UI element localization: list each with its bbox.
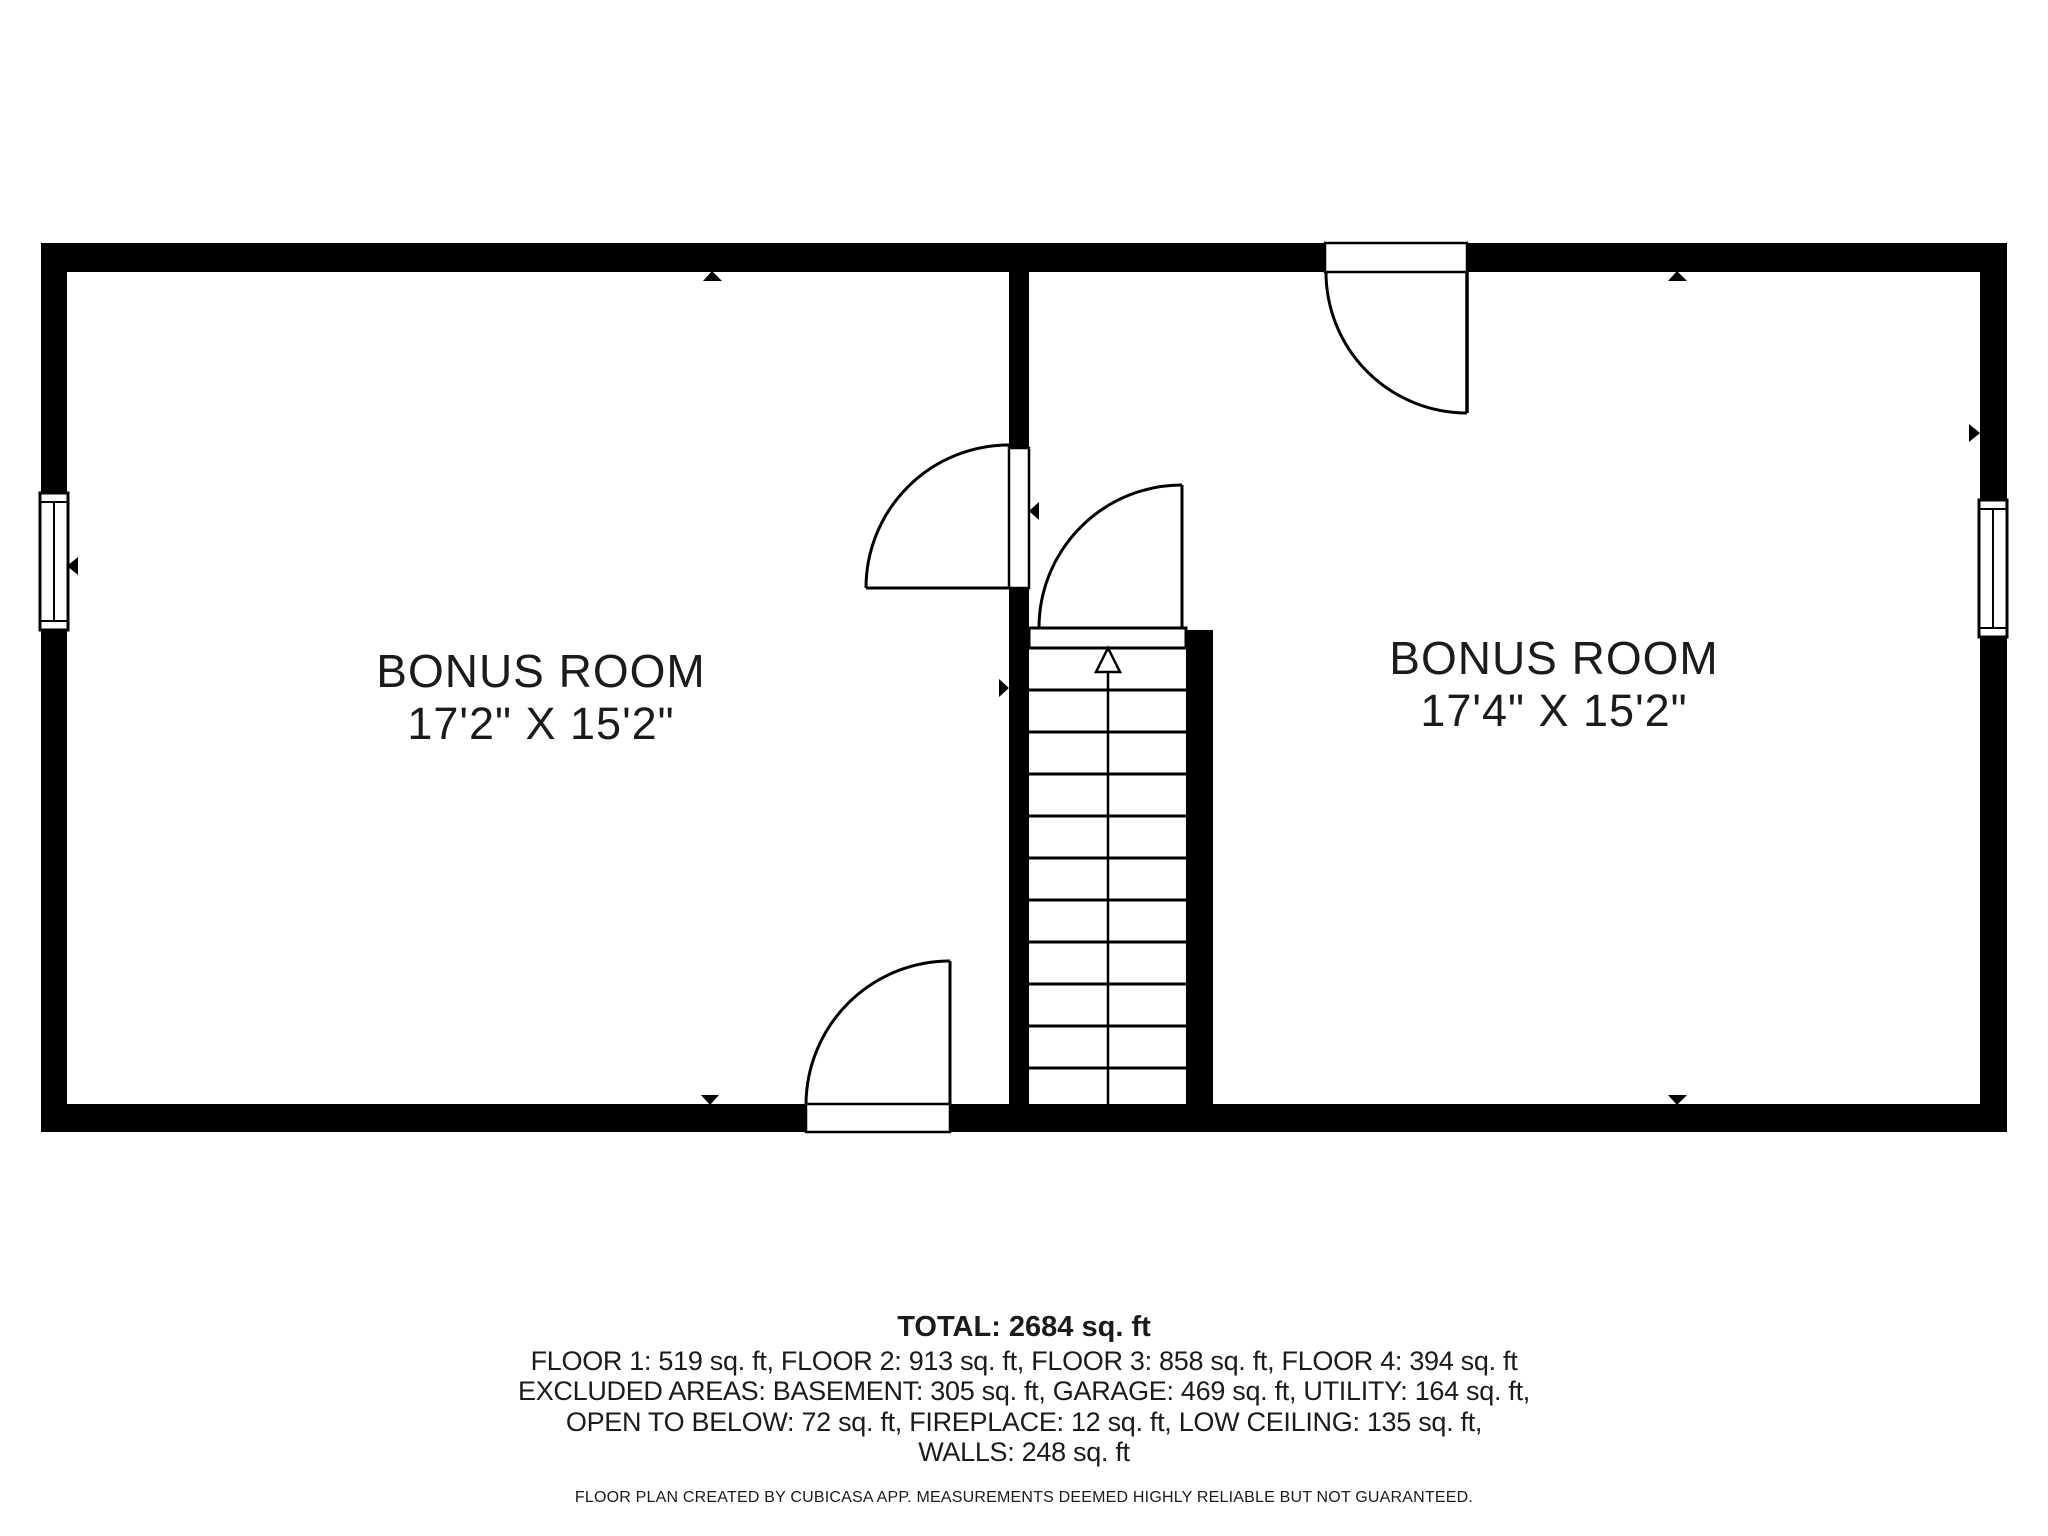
wall-top-right-segment [1467,243,2007,272]
door-swing-arc [1326,272,1467,413]
room-name: BONUS ROOM [1389,632,1719,684]
marker-right-wall-icon [1969,424,1980,442]
door-top-right-room [1325,243,1467,413]
doorway-top [1325,243,1467,272]
excluded-areas-text: EXCLUDED AREAS: BASEMENT: 305 sq. ft, GARAGE: 469 sq. ft, UTILITY: 164 sq. ft, [517,1376,1530,1406]
marker-stair-wall-icon [999,679,1009,697]
door-divider-left-room [866,445,1029,588]
room-label-bonus-room-left [376,644,705,750]
window-right [1979,500,2007,637]
marker-bottom-right-room-icon [1668,1095,1687,1105]
doorway-bottom [806,1104,950,1132]
doorway-divider [1009,448,1029,588]
room-dimensions: 17'4" X 15'2" [1420,685,1688,736]
door-swing-arc [1039,485,1182,628]
door-swing-arc [806,961,950,1104]
room-name: BONUS ROOM [376,645,706,697]
stairs-up-arrow-icon [1096,648,1120,672]
floor-areas-text: FLOOR 1: 519 sq. ft, FLOOR 2: 913 sq. ft, FLOOR 3: 858 sq. ft, FLOOR 4: 394 sq. ft [530,1346,1518,1376]
wall-left-lower-segment [41,630,67,1132]
door-swing-arc [866,445,1009,588]
room-dimensions: 17'2" X 15'2" [407,698,675,749]
marker-divider-doorway-icon [1029,502,1039,520]
window-left [40,493,68,630]
wall-right-upper-segment [1980,243,2007,500]
marker-top-right-room-icon [1668,271,1687,281]
door-stairs-right-room [1039,485,1182,628]
excluded-areas-text-2: OPEN TO BELOW: 72 sq. ft, FIREPLACE: 12 sq. ft, LOW CEILING: 135 sq. ft, [565,1407,1483,1437]
wall-bottom-left-segment [41,1104,806,1132]
door-bottom-left-room [806,961,950,1132]
wall-divider-upper-segment [1009,272,1029,448]
stair-landing [1029,628,1186,648]
wall-right-lower-segment [1980,637,2007,1132]
staircase [1029,628,1186,1104]
marker-top-left-room-icon [703,271,722,281]
wall-top-left-segment [41,243,1325,272]
walls-area-text: WALLS: 248 sq. ft [918,1437,1130,1467]
wall-left-upper-segment [41,243,67,493]
marker-bottom-left-room-icon [701,1095,719,1105]
wall-divider-lower-segment [1009,588,1029,1104]
wall-bottom-right-segment [950,1104,2007,1132]
wall-stair-east [1186,630,1213,1104]
total-area-text: TOTAL: 2684 sq. ft [897,1311,1151,1343]
room-label-bonus-room-right [1389,631,1718,737]
disclaimer-text: FLOOR PLAN CREATED BY CUBICASA APP. MEASUREMENTS DEEMED HIGHLY RELIABLE BUT NOT GUARANTEED. [574,1489,1474,1506]
